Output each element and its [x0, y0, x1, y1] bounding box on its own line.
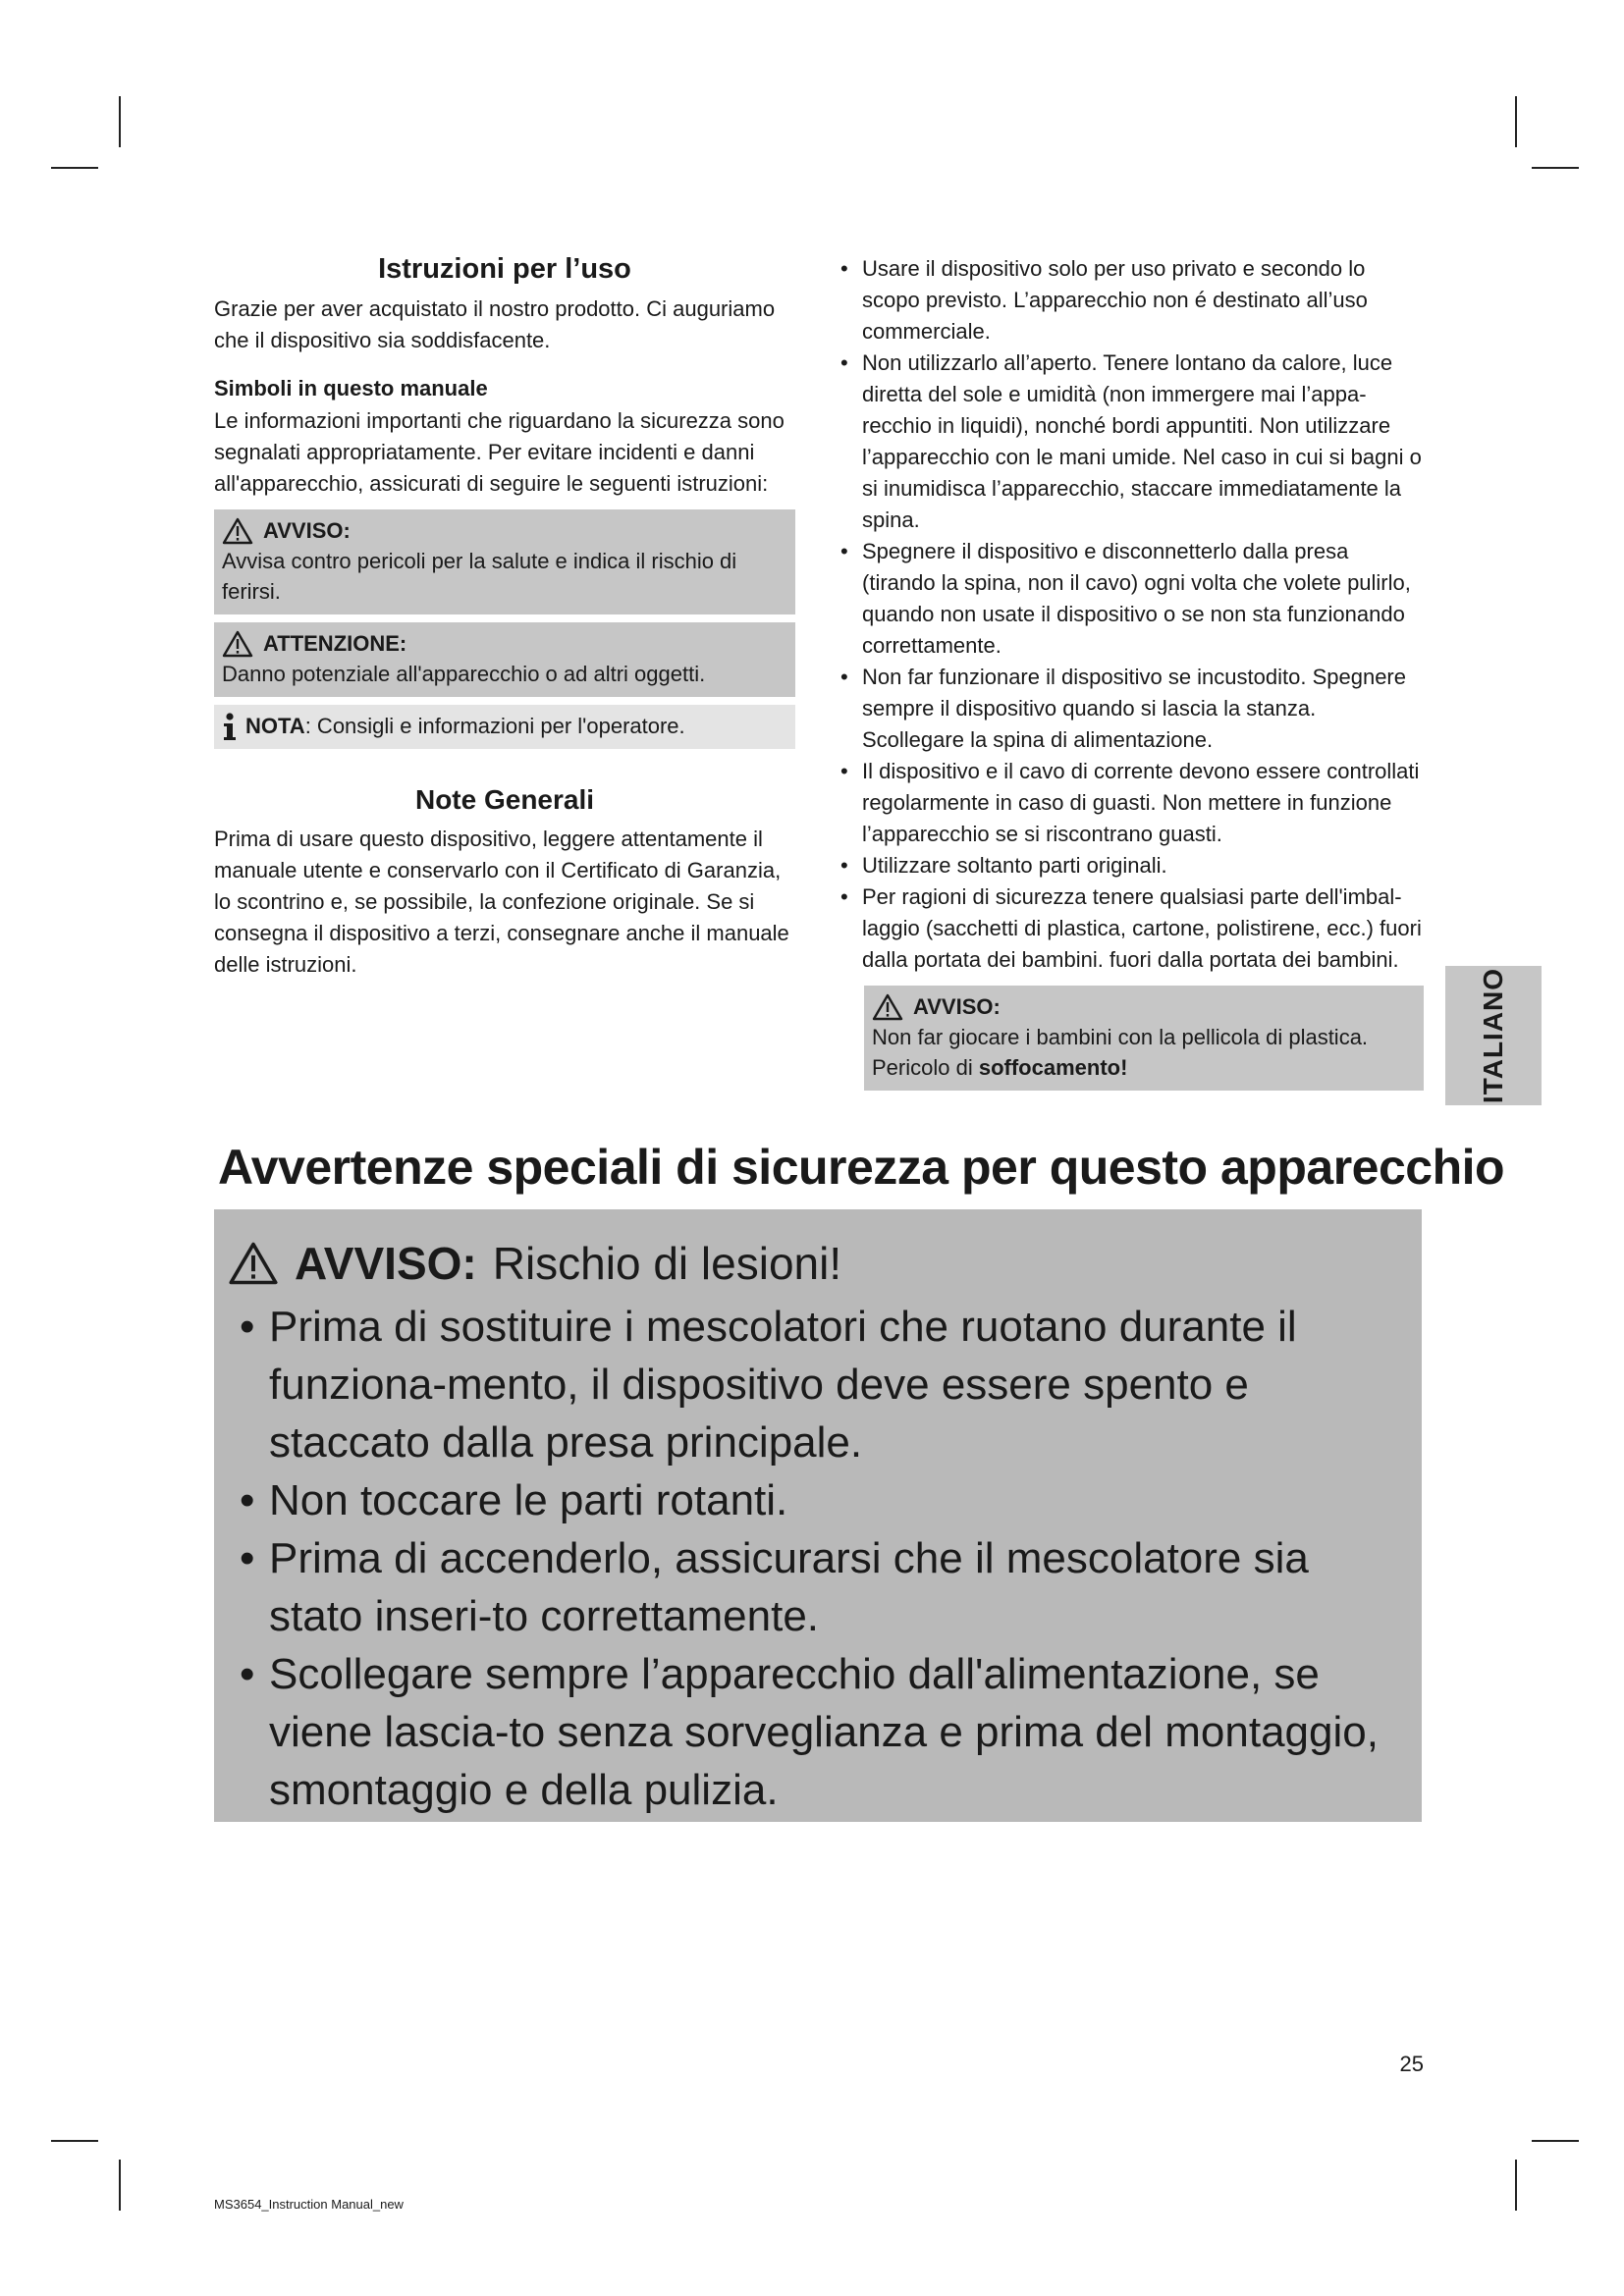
avviso-label: AVVISO: — [263, 518, 351, 543]
warning-icon — [222, 630, 253, 658]
note-generali-title: Note Generali — [414, 784, 595, 815]
language-tab — [1445, 966, 1542, 1105]
list-item: • Non toccare le parti rotanti. — [228, 1471, 1410, 1529]
warning-icon — [872, 993, 903, 1021]
attenzione-text: Danno potenziale all'apparecchio o ad altri oggetti. — [222, 662, 706, 686]
nota-box — [214, 705, 795, 749]
footer-text: MS3654_Instruction Manual_new — [214, 2197, 404, 2212]
special-label-text: Rischio di lesioni! — [492, 1238, 842, 1289]
crop-mark — [1532, 167, 1579, 169]
avviso-box-children — [864, 986, 1424, 1091]
avviso-text-bold: soffocamento! — [978, 1055, 1128, 1080]
special-label: AVVISO: — [295, 1238, 477, 1289]
warning-icon — [222, 517, 253, 545]
intro-text: Grazie per aver acquistato il nostro prodotto. Ci auguriamo che il dispositivo sia soddisfacente. — [214, 296, 776, 352]
info-icon — [222, 713, 238, 740]
crop-mark — [51, 167, 98, 169]
list-item: • Non far funzionare il dispositivo se incustodito. Spegnere sempre il dispositivo quando si lascia la stanza. Scollegare la spina di alimentazione. — [837, 662, 1424, 756]
avviso-label: AVVISO: — [913, 994, 1001, 1019]
page-number: 25 — [1399, 2052, 1424, 2076]
attenzione-box — [214, 622, 795, 697]
list-item: • Per ragioni di sicurezza tenere qualsiasi parte dell'imbal-laggio (sacchetti di plastica, cartone, polistirene, ecc.) fuori dalla portata dei bambini. fuori dalla portata dei bambini. — [837, 881, 1424, 976]
language-label: ITALIANO — [1478, 967, 1508, 1104]
warning-icon — [228, 1241, 279, 1286]
list-item: • Scollegare sempre l’apparecchio dall'alimentazione, se viene lascia-to senza sorveglianza e prima del montaggio, smontaggio e della pulizia. — [228, 1645, 1410, 1819]
list-item: • Prima di accenderlo, assicurarsi che il mescolatore sia stato inseri-to correttamente. — [228, 1529, 1410, 1645]
list-item: • Utilizzare soltanto parti originali. — [837, 850, 1424, 881]
crop-mark — [1532, 2140, 1579, 2142]
symbols-title: Simboli in questo manuale — [214, 376, 488, 400]
list-item: • Il dispositivo e il cavo di corrente devono essere controllati regolarmente in caso di guasti. Non mettere in funzione l’apparecchio se si riscontrano guasti. — [837, 756, 1424, 850]
list-item: • Non utilizzarlo all’aperto. Tenere lontano da calore, luce diretta del sole e umidità (non immergere mai l’appa-recchio in liquidi), nonché bordi appuntiti. Non utilizzare l’apparecchio con le mani umide. Nel caso in cui si bagni o si inumidisca l’apparecchio, staccare immediatamente la spina. — [837, 347, 1424, 536]
left-column — [214, 253, 795, 981]
list-item: • Prima di sostituire i mescolatori che ruotano durante il funziona-mento, il dispositivo deve essere spento e staccato dalla presa principale. — [228, 1298, 1410, 1471]
list-item: • Spegnere il dispositivo e disconnetterlo dalla presa (tirando la spina, non il cavo) ogni volta che volete pulirlo, quando non usate il dispositivo o se non sta funzionando correttamente. — [837, 536, 1424, 662]
nota-label: NOTA — [245, 714, 305, 738]
crop-mark — [119, 2160, 121, 2211]
avviso-text: Non far giocare i bambini con la pellicola di plastica. Pericolo di — [872, 1025, 1369, 1080]
right-column — [837, 253, 1424, 1091]
attenzione-label: ATTENZIONE: — [263, 631, 407, 656]
symbols-text: Le informazioni importanti che riguardano la sicurezza sono segnalati appropriatamente. Per evitare incidenti e danni all'apparecchio, assicurati di seguire le seguenti istruzioni: — [214, 408, 785, 496]
crop-mark — [119, 96, 121, 147]
avviso-box — [214, 509, 795, 614]
list-item: • Usare il dispositivo solo per uso privato e secondo lo scopo previsto. L’apparecchio non é destinato all’uso commerciale. — [837, 253, 1424, 347]
note-generali-text: Prima di usare questo dispositivo, leggere attentamente il manuale utente e conservarlo con il Certificato di Garanzia, lo scontrino e, se possibile, la confezione originale. Se si consegna il dispositivo a terzi, consegnare anche il manuale delle istruzioni. — [214, 827, 789, 977]
crop-mark — [1515, 2160, 1517, 2211]
crop-mark — [51, 2140, 98, 2142]
page-title: Istruzioni per l’uso — [378, 253, 631, 285]
avviso-text: Avvisa contro pericoli per la salute e indica il rischio di ferirsi. — [222, 549, 737, 604]
special-warnings-box — [214, 1209, 1422, 1822]
safety-bullet-list — [837, 253, 1424, 976]
nota-text: : Consigli e informazioni per l'operatore. — [304, 714, 685, 738]
crop-mark — [1515, 96, 1517, 147]
special-warnings-title: Avvertenze speciali di sicurezza per questo apparecchio — [218, 1140, 1505, 1195]
special-bullet-list — [228, 1298, 1410, 1819]
